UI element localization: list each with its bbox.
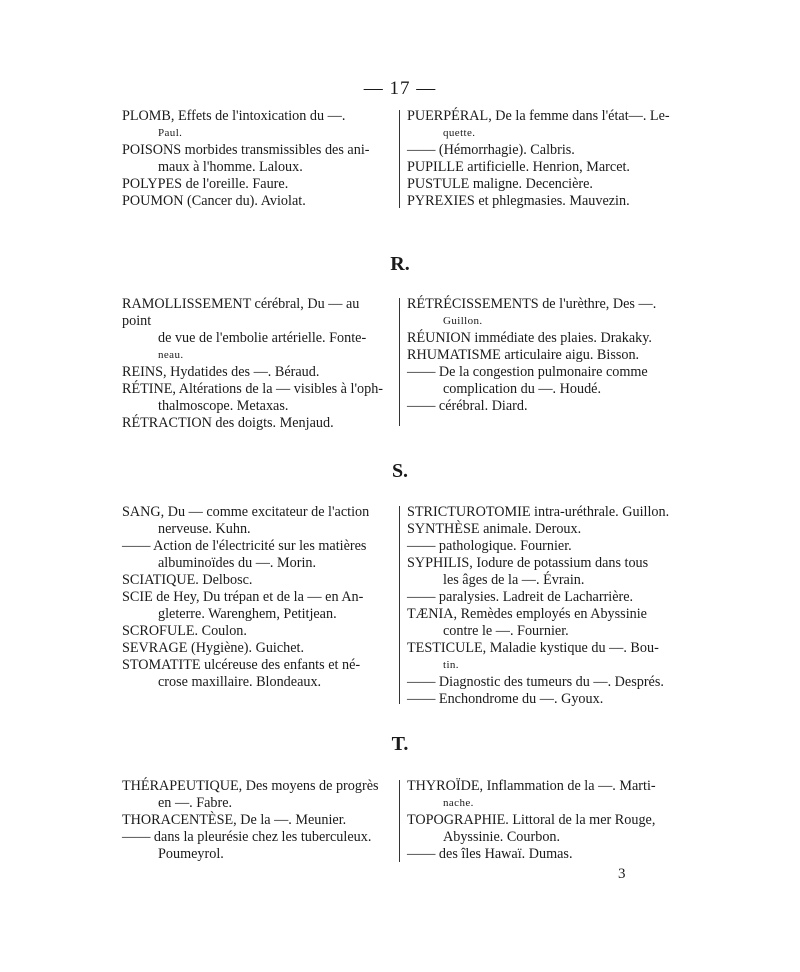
index-entry: SCROFULE. Coulon. bbox=[122, 623, 247, 639]
letter-heading-s: S. bbox=[391, 460, 409, 482]
column-divider bbox=[399, 110, 400, 208]
index-entry: REINS, Hydatides des —. Béraud. bbox=[122, 364, 320, 380]
left-column bbox=[122, 778, 390, 863]
column-divider bbox=[399, 298, 400, 426]
letter-heading-t: T. bbox=[391, 733, 409, 755]
page-header: — 17 — bbox=[363, 78, 437, 99]
index-entry: POLYPES de l'oreille. Faure. bbox=[122, 176, 289, 192]
right-column bbox=[407, 296, 679, 415]
right-column bbox=[407, 108, 679, 210]
index-entry: SYPHILIS, Iodure de potassium dans tous les âges de la —. Évrain. bbox=[407, 555, 649, 588]
index-entry: SCIE de Hey, Du trépan et de la — en An- gleterre. Warenghem, Petitjean. bbox=[122, 589, 364, 622]
index-entry: SANG, Du — comme excitateur de l'action nerveuse. Kuhn. bbox=[122, 504, 370, 537]
index-entry: POUMON (Cancer du). Aviolat. bbox=[122, 193, 306, 209]
index-entry: —— Diagnostic des tumeurs du —. Després. bbox=[407, 674, 664, 690]
index-entry: —— dans la pleurésie chez les tuberculeux. Poumeyrol. bbox=[122, 829, 372, 862]
letter-heading-r: R. bbox=[390, 253, 410, 275]
index-entry: —— des îles Hawaï. Dumas. bbox=[407, 846, 573, 862]
index-entry: THORACENTÈSE, De la —. Meunier. bbox=[122, 812, 347, 828]
right-column bbox=[407, 504, 679, 708]
index-entry: THYROÏDE, Inflammation de la —. Marti- nache. bbox=[407, 778, 656, 809]
index-entry: RÉUNION immédiate des plaies. Drakaky. bbox=[407, 330, 652, 346]
column-divider bbox=[399, 780, 400, 862]
index-entry: —— Enchondrome du —. Gyoux. bbox=[407, 691, 604, 707]
index-entry: TÆNIA, Remèdes employés en Abyssinie contre le —. Fournier. bbox=[407, 606, 647, 639]
index-entry: —— pathologique. Fournier. bbox=[407, 538, 572, 554]
column-divider bbox=[399, 506, 400, 704]
index-entry: STRICTUROTOMIE intra-uréthrale. Guillon. bbox=[407, 504, 670, 520]
index-entry: —— paralysies. Ladreit de Lacharrière. bbox=[407, 589, 634, 605]
index-entry: SEVRAGE (Hygiène). Guichet. bbox=[122, 640, 305, 656]
index-entry: —— (Hémorrhagie). Calbris. bbox=[407, 142, 575, 158]
index-entry: RÉTRÉCISSEMENTS de l'urèthre, Des —. Guillon. bbox=[407, 296, 657, 327]
right-column bbox=[407, 778, 679, 863]
index-entry: SCIATIQUE. Delbosc. bbox=[122, 572, 253, 588]
index-entry: —— De la congestion pulmonaire comme complication du —. Houdé. bbox=[407, 364, 648, 397]
section-s bbox=[122, 504, 678, 707]
section-p bbox=[122, 108, 678, 208]
index-entry: —— Action de l'électricité sur les matières albuminoïdes du —. Morin. bbox=[122, 538, 367, 571]
index-entry: POISONS morbides transmissibles des ani- maux à l'homme. Laloux. bbox=[122, 142, 370, 175]
page-number: 3 bbox=[618, 866, 626, 882]
index-entry: RAMOLLISSEMENT cérébral, Du — au point de vue de l'embolie artérielle. Fonte- neau. bbox=[122, 296, 367, 361]
index-entry: PUERPÉRAL, De la femme dans l'état—. Le- quette. bbox=[407, 108, 670, 139]
section-t bbox=[122, 778, 678, 864]
index-entry: RHUMATISME articulaire aigu. Bisson. bbox=[407, 347, 640, 363]
section-r bbox=[122, 296, 678, 431]
index-entry: —— cérébral. Diard. bbox=[407, 398, 528, 414]
index-entry: PYREXIES et phlegmasies. Mauvezin. bbox=[407, 193, 630, 209]
index-entry: THÉRAPEUTIQUE, Des moyens de progrès en —. Fabre. bbox=[122, 778, 379, 811]
index-entry: TOPOGRAPHIE. Littoral de la mer Rouge, Abyssinie. Courbon. bbox=[407, 812, 656, 845]
index-entry: PUPILLE artificielle. Henrion, Marcet. bbox=[407, 159, 630, 175]
index-entry: TESTICULE, Maladie kystique du —. Bou- tin. bbox=[407, 640, 659, 671]
index-entry: PLOMB, Effets de l'intoxication du —. Paul. bbox=[122, 108, 346, 139]
index-entry: RÉTINE, Altérations de la — visibles à l'oph- thalmoscope. Metaxas. bbox=[122, 381, 384, 414]
index-entry: RÉTRACTION des doigts. Menjaud. bbox=[122, 415, 334, 431]
index-entry: SYNTHÈSE animale. Deroux. bbox=[407, 521, 582, 537]
left-column bbox=[122, 504, 390, 691]
index-entry: PUSTULE maligne. Decencière. bbox=[407, 176, 593, 192]
index-entry: STOMATITE ulcéreuse des enfants et né- crose maxillaire. Blondeaux. bbox=[122, 657, 361, 690]
left-column bbox=[122, 296, 390, 432]
left-column bbox=[122, 108, 390, 210]
